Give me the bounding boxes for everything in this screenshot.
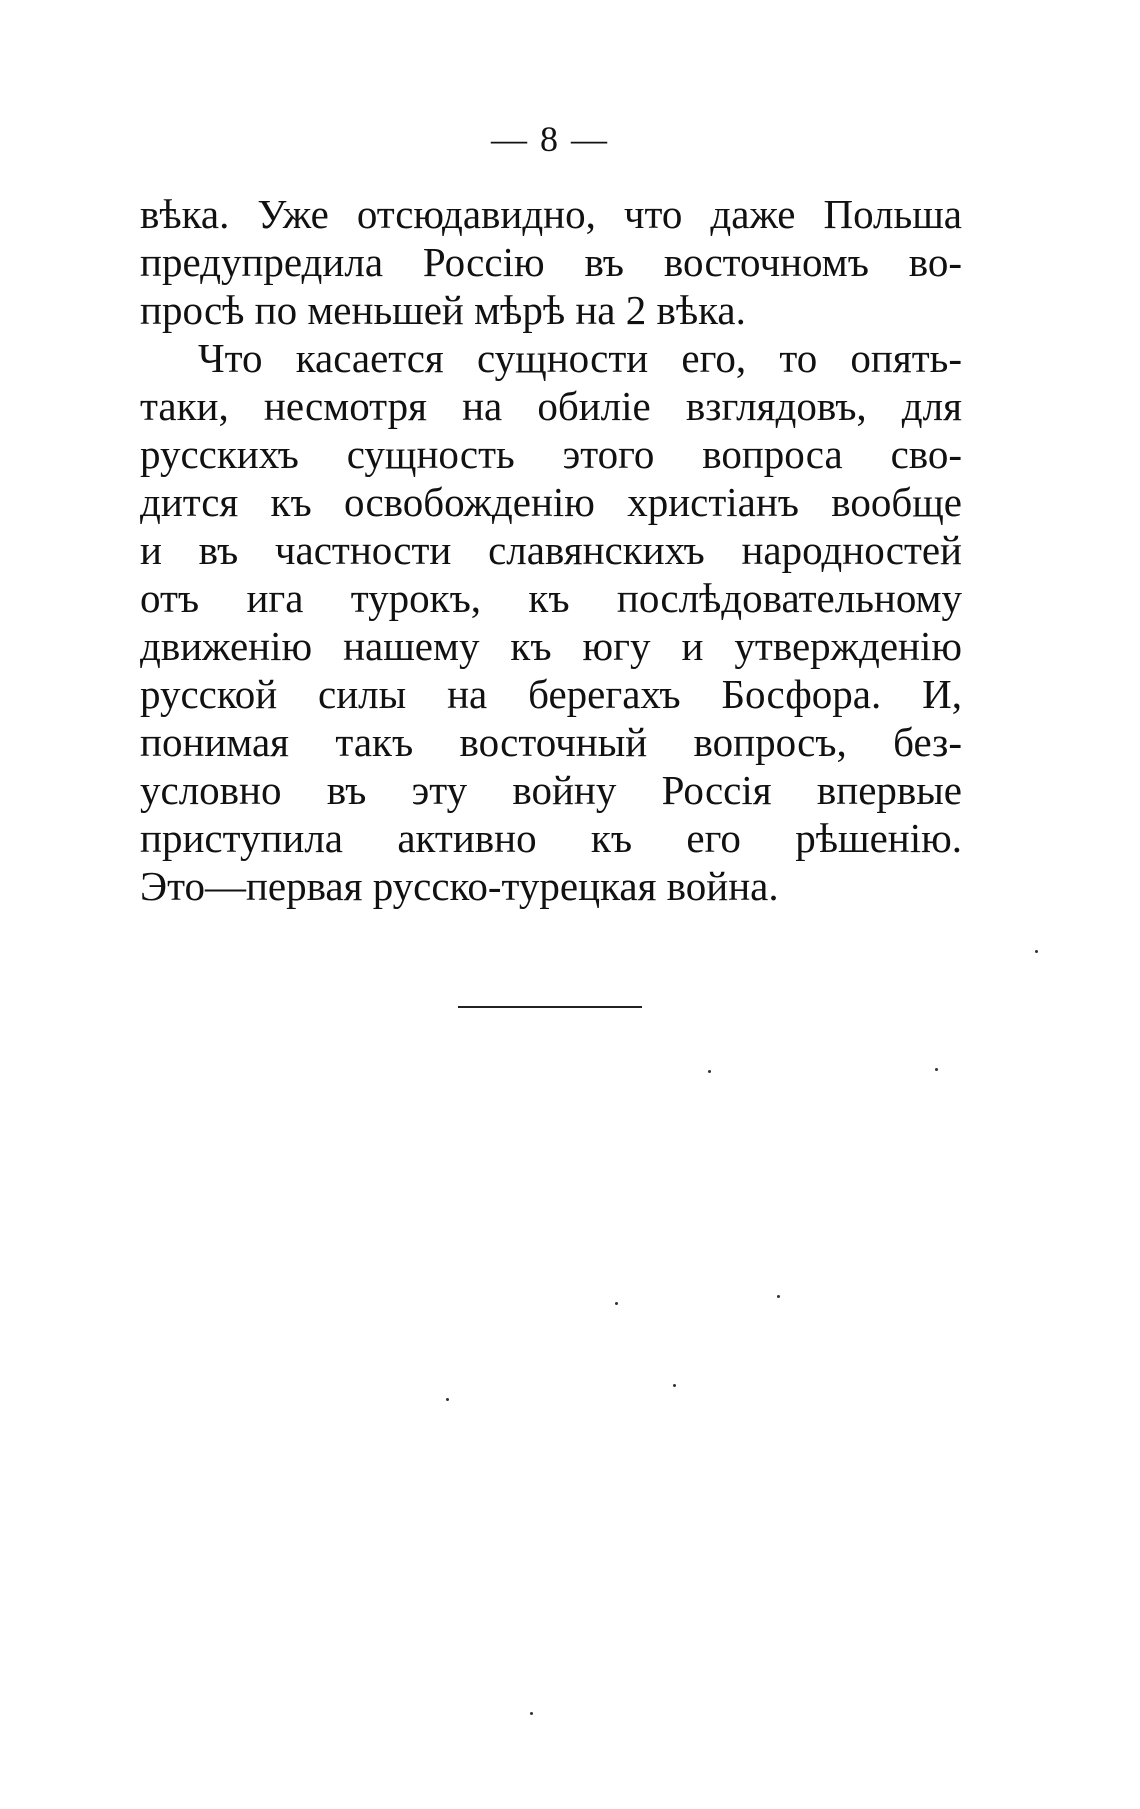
- scan-speck: [708, 1070, 711, 1073]
- text-line: приступила активно къ его рѣшенію.: [140, 815, 962, 861]
- page-number: — 8 —: [491, 119, 609, 159]
- scan-speck: [935, 1068, 938, 1071]
- scan-speck: [1035, 950, 1038, 953]
- text-line: дится къ освобожденію христіанъ вообще: [140, 479, 962, 525]
- text-line: предупредила Россію въ восточномъ во-: [140, 239, 962, 285]
- scan-speck: [777, 1295, 780, 1298]
- text-line: и въ частности славянскихъ народностей: [140, 527, 962, 573]
- text-line: условно въ эту войну Россія впервые: [140, 767, 962, 813]
- text-line: таки, несмотря на обиліе взглядовъ, для: [140, 383, 962, 429]
- text-line: понимая такъ восточный вопросъ, без-: [140, 719, 962, 765]
- text-line: русскихъ сущность этого вопроса сво-: [140, 431, 962, 477]
- scan-speck: [615, 1302, 618, 1305]
- text-line: русской силы на берегахъ Босфора. И,: [140, 671, 962, 717]
- scan-speck: [673, 1384, 676, 1387]
- text-line: отъ ига турокъ, къ послѣдовательному: [140, 575, 962, 621]
- paragraph-1: [140, 190, 962, 334]
- text-line: вѣка. Уже отсюдавидно, что даже Польша: [140, 191, 962, 237]
- text-line: движенію нашему къ югу и утвержденію: [140, 623, 962, 669]
- text-line: Что касается сущности его, то опять-: [198, 335, 962, 381]
- text-line: просѣ по меньшей мѣрѣ на 2 вѣка.: [140, 287, 746, 333]
- body-text: [140, 190, 962, 910]
- scan-speck: [446, 1398, 449, 1401]
- scan-speck: [530, 1712, 533, 1715]
- text-line: Это—первая русско-турецкая война.: [140, 863, 779, 909]
- paragraph-2: [140, 334, 962, 910]
- end-rule-divider: [458, 1006, 642, 1008]
